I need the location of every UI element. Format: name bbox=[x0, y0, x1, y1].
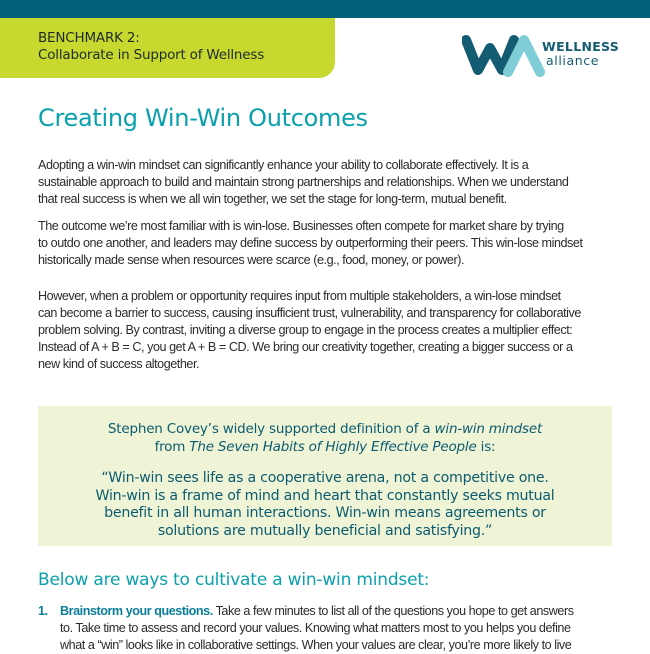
callout-intro-text: Stephen Covey’s widely supported definition of a bbox=[107, 421, 435, 437]
list-item-lead: Brainstorm your questions. bbox=[60, 604, 213, 618]
callout-intro-text: is: bbox=[476, 439, 496, 455]
paragraph-line: Adopting a win-win mindset can significantly enhance your ability to collaborate effectively. It is a bbox=[38, 158, 529, 172]
callout-term: win-win mindset bbox=[434, 421, 543, 437]
logo-word-alliance: alliance bbox=[546, 53, 600, 68]
paragraph-line: can become a barrier to success, causing insufficient trust, vulnerability, and transparency for collaborative bbox=[38, 306, 581, 320]
wa-logo-mark-icon bbox=[462, 34, 548, 78]
quote-line: Win-win is a frame of mind and heart that constantly seeks mutual bbox=[95, 487, 555, 504]
benchmark-title: Collaborate in Support of Wellness bbox=[38, 47, 265, 63]
list-item-text: Take a few minutes to list all of the questions you hope to get answers bbox=[212, 604, 574, 618]
paragraph-line: to outdo one another, and leaders may define success by outperforming their peers. This win-lose mindset bbox=[38, 236, 583, 250]
top-color-bar bbox=[0, 0, 650, 18]
paragraph-line: The outcome we’re most familiar with is win-lose. Businesses often compete for market share by trying bbox=[38, 219, 564, 233]
quote-line: “Win-win sees life as a cooperative arena, not a competitive one. bbox=[101, 470, 549, 486]
callout-intro bbox=[38, 420, 612, 456]
paragraph-line: sustainable approach to build and maintain strong partnerships and relationships. When we understand bbox=[38, 175, 569, 189]
win-lose-paragraph bbox=[38, 218, 618, 269]
multiplier-paragraph bbox=[38, 288, 618, 373]
quote-line: solutions are mutually beneficial and satisfying.” bbox=[157, 522, 493, 539]
list-number: 1. bbox=[38, 604, 48, 618]
benchmark-label bbox=[38, 30, 264, 64]
benchmark-number: BENCHMARK 2: bbox=[38, 30, 140, 46]
section-heading: Below are ways to cultivate a win-win mindset: bbox=[38, 570, 430, 590]
logo-word-wellness: WELLNESS bbox=[542, 39, 620, 54]
covey-callout-box bbox=[38, 406, 612, 546]
quote-line: benefit in all human interactions. Win-win means agreements or bbox=[104, 505, 546, 521]
paragraph-line: However, when a problem or opportunity requires input from multiple stakeholders, a win-lose mindset bbox=[38, 289, 561, 303]
paragraph-line: problem solving. By contrast, inviting a diverse group to engage in the process creates a multiplier effect: bbox=[38, 323, 573, 337]
list-item-text: to. Take time to assess and record your values. Knowing what matters most to you helps you define bbox=[60, 621, 571, 635]
intro-paragraph bbox=[38, 157, 618, 208]
benchmark-banner bbox=[0, 18, 335, 78]
logo-wordmark bbox=[542, 40, 619, 68]
paragraph-line: new kind of success altogether. bbox=[38, 357, 200, 371]
paragraph-line: historically made sense when resources were scarce (e.g., food, money, or power). bbox=[38, 253, 464, 267]
page-title: Creating Win-Win Outcomes bbox=[38, 104, 368, 132]
list-item-body bbox=[60, 603, 640, 654]
paragraph-line: Instead of A + B = C, you get A + B = CD. We bring our creativity together, creating a bigger success or a bbox=[38, 340, 573, 354]
wellness-alliance-logo bbox=[462, 34, 622, 78]
covey-quote bbox=[38, 470, 612, 540]
book-title: The Seven Habits of Highly Effective People bbox=[189, 439, 477, 455]
list-item-text: what a “win” looks like in collaborative settings. When your values are clear, you’re more likely to live bbox=[60, 638, 572, 652]
paragraph-line: that real success is when we all win together, we set the stage for long-term, mutual benefit. bbox=[38, 192, 507, 206]
callout-intro-text: from bbox=[154, 439, 190, 455]
